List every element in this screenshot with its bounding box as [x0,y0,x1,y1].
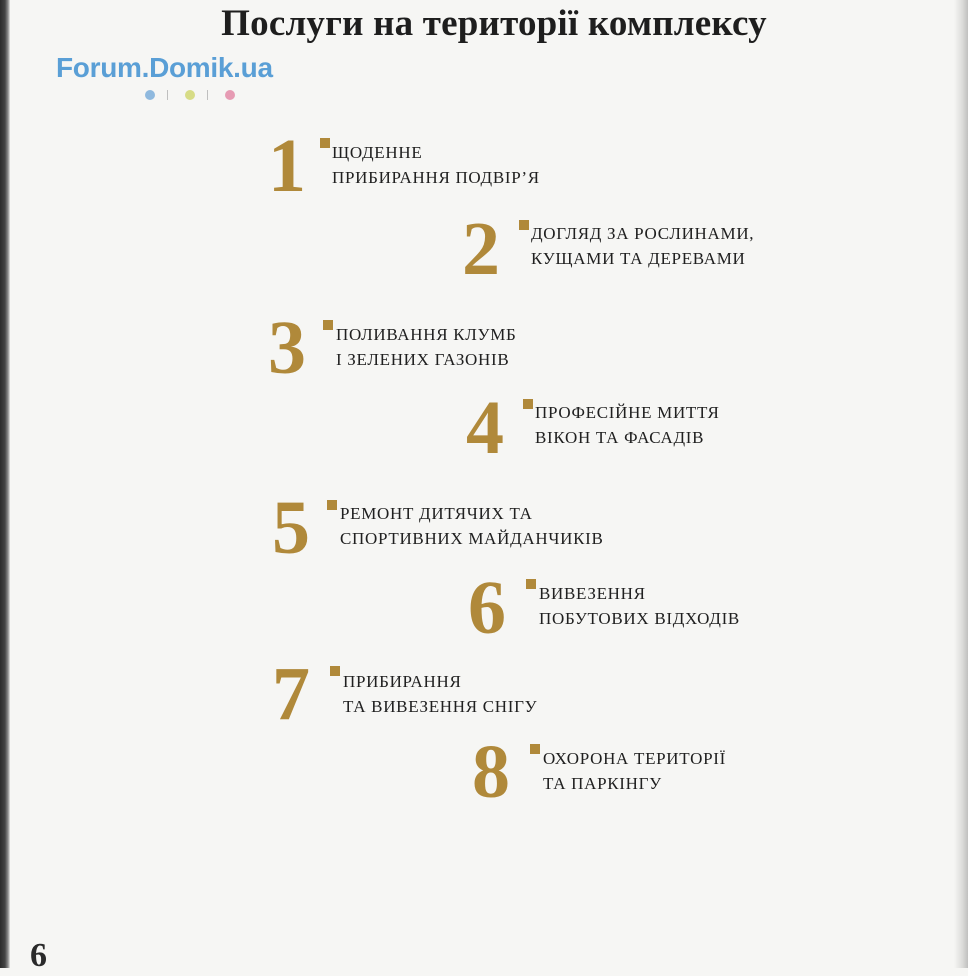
square-marker-icon [320,138,330,148]
square-marker-icon [530,744,540,754]
square-marker-icon [523,399,533,409]
service-number: 1 [268,124,306,208]
page-edge-shadow [954,0,968,968]
logo-text: Forum.Domik.ua [56,52,273,83]
logo-separator [167,90,168,100]
service-number: 2 [462,207,500,291]
square-marker-icon [330,666,340,676]
logo-dot-pink [225,90,235,100]
service-label: РЕМОНТ ДИТЯЧИХ ТА СПОРТИВНИХ МАЙДАНЧИКІВ [340,504,604,548]
square-marker-icon [519,220,529,230]
logo-dot-blue [145,90,155,100]
square-marker-icon [323,320,333,330]
square-marker-icon [327,500,337,510]
logo-dot-yellow [185,90,195,100]
page-number: 6 [30,937,47,974]
logo-separator [207,90,208,100]
service-number: 6 [468,566,506,650]
service-label: ЩОДЕННЕ ПРИБИРАННЯ ПОДВІР’Я [332,143,540,187]
service-label: ДОГЛЯД ЗА РОСЛИНАМИ, КУЩАМИ ТА ДЕРЕВАМИ [531,224,755,268]
forum-logo [56,52,273,102]
square-marker-icon [526,579,536,589]
service-number: 7 [272,652,310,736]
service-number: 8 [472,730,510,814]
service-label: ПОЛИВАННЯ КЛУМБ І ЗЕЛЕНИХ ГАЗОНІВ [336,325,517,369]
service-label: ПРИБИРАННЯ ТА ВИВЕЗЕННЯ СНІГУ [343,672,538,716]
service-number: 5 [272,486,310,570]
book-binding-edge [0,0,10,968]
page-title: Послуги на території комплексу [221,3,767,44]
service-label: ВИВЕЗЕННЯ ПОБУТОВИХ ВІДХОДІВ [539,584,740,628]
logo-dots [56,88,273,102]
service-label: ОХОРОНА ТЕРИТОРІЇ ТА ПАРКІНГУ [543,749,726,793]
service-label: ПРОФЕСІЙНЕ МИТТЯ ВІКОН ТА ФАСАДІВ [535,403,720,447]
service-number: 3 [268,306,306,390]
service-number: 4 [466,386,504,470]
